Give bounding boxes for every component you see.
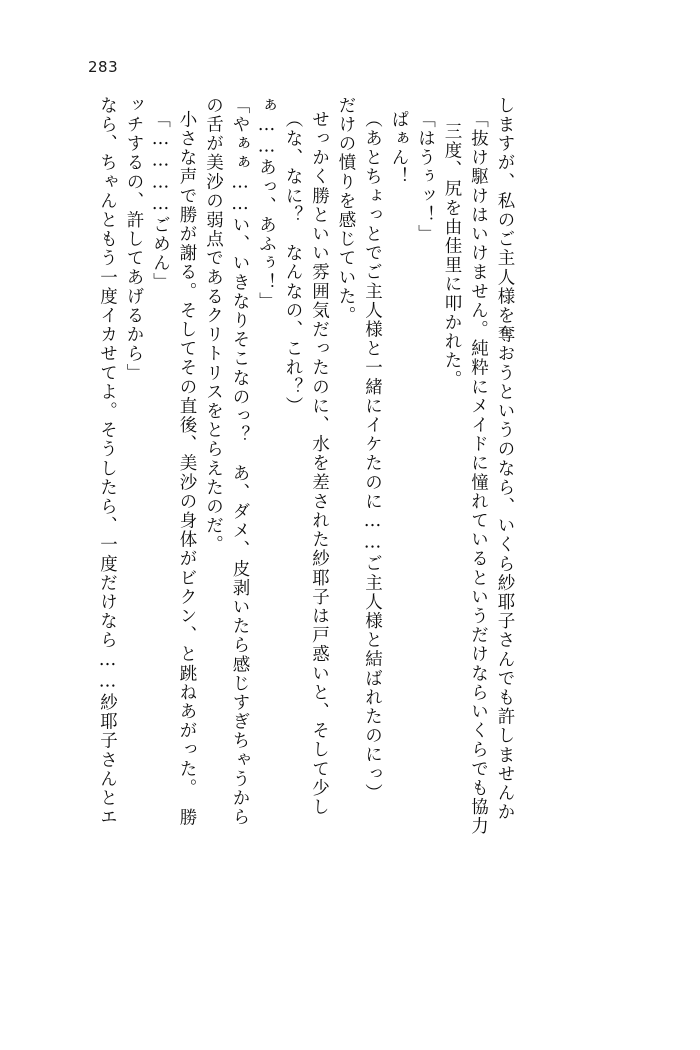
text-line: なら、ちゃんともう一度イカせてよ。そうしたら、一度だけなら……紗耶子さんとエ — [97, 96, 118, 827]
page-number: 283 — [88, 58, 119, 76]
text-line: （な、なに？ なんなの、これ？） — [283, 110, 303, 416]
text-line: 三度、尻を由佳里に叩かれた。 — [442, 122, 462, 390]
text-line: ッチするの、許してあげるから」 — [124, 96, 144, 383]
text-line: 「抜け駆けはいけません。純粋にメイドに憧れているというだけならいくらでも協力 — [468, 110, 489, 836]
text-line: 「はうぅッ！」 — [415, 110, 436, 244]
text-line: の舌が美沙の弱点であるクリトリスをとらえたのだ。 — [203, 96, 224, 555]
text-line: ぱぁん！ — [389, 110, 409, 187]
text-line: 「…………ごめん」 — [150, 110, 171, 292]
text-line: ぁ……あっ、あふぅ！」 — [256, 96, 277, 312]
vertical-text-body — [98, 96, 628, 976]
text-line: せっかく勝といい雰囲気だったのに、水を差された紗耶子は戸惑いと、そして少し — [309, 110, 330, 817]
text-line: 「やぁぁ……い、いきなりそこなのっ？ あ、ダメ、皮剥いたら感じすぎちゃうから — [230, 96, 250, 827]
text-line: しますが、私のご主人様を奪おうというのなら、いくら紗耶子さんでも許しませんか — [495, 96, 515, 822]
text-line: （あとちょっとでご主人様と一緒にイケたのに……ご主人様と結ばれたのにっ） — [362, 110, 383, 803]
text-line: 小さな声で勝が謝る。そしてその直後、美沙の身体がビクン、と跳ねあがった。 勝 — [177, 110, 197, 828]
text-line: だけの憤りを感じていた。 — [336, 96, 356, 326]
